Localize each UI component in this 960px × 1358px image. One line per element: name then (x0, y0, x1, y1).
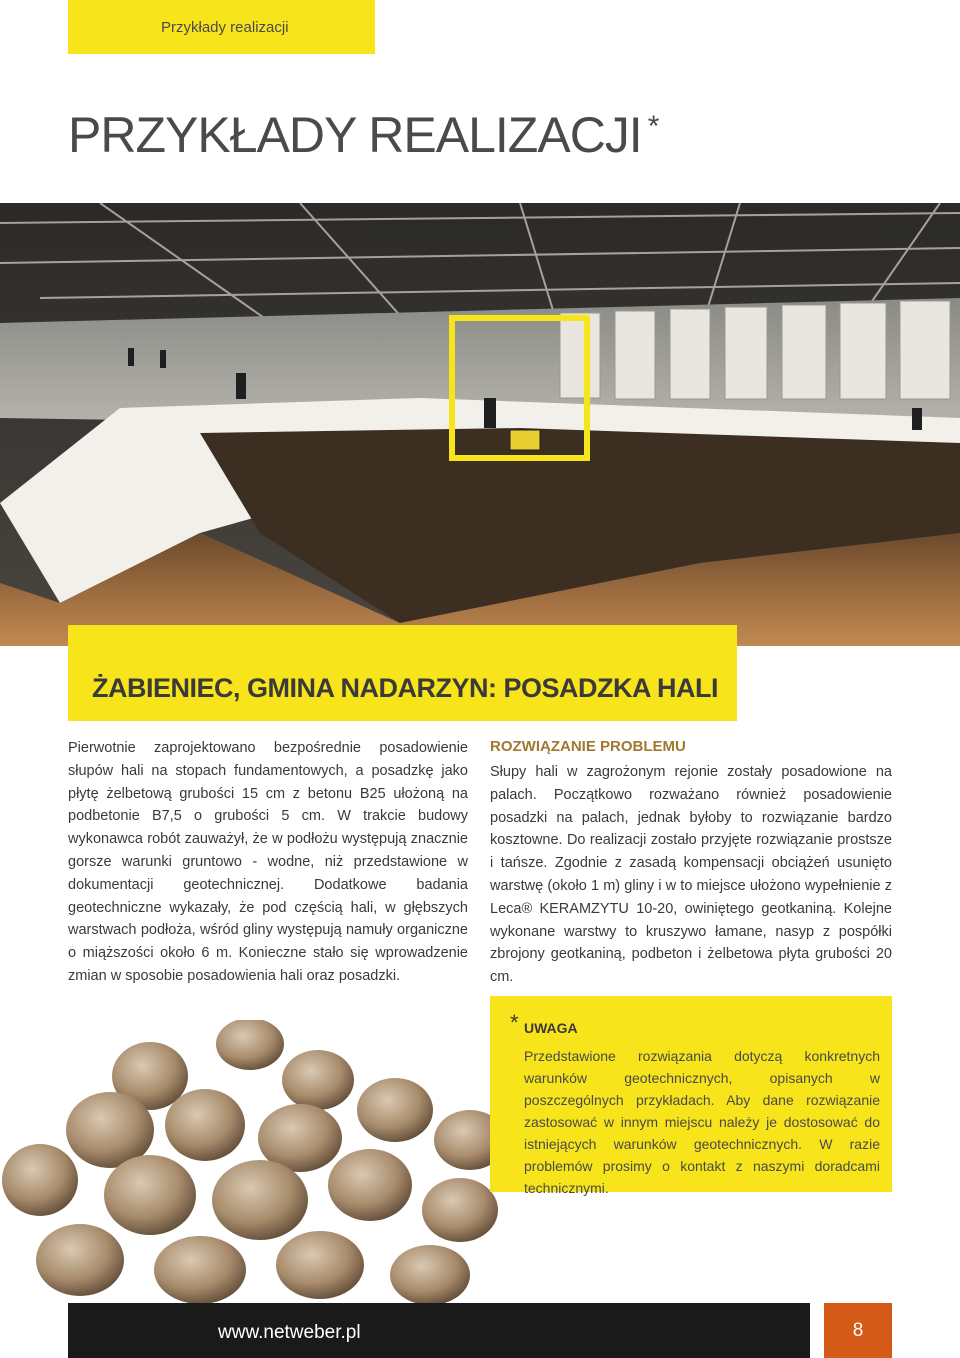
note-text: Przedstawione rozwiązania dotyczą konkretnych warunków geotechnicznych, opisanych w poszczególnych przykładach. Aby dane rozwiązanie zastosować w innym miejscu należy je dostosować do istniejących warunków geotechnicznych. W razie problemów prosimy o kontakt z naszymi doradcami technicznymi. (524, 1048, 880, 1196)
problem-description (68, 737, 468, 988)
page-title-text: PRZYKŁADY REALIZACJI (68, 107, 642, 163)
case-title-band (68, 625, 737, 721)
page-title (68, 106, 658, 164)
hero-photo (0, 203, 960, 646)
note-box (490, 996, 892, 1196)
solution-heading: ROZWIĄZANIE PROBLEMU (490, 738, 686, 755)
problem-text: Pierwotnie zaprojektowano bezpośrednie posadowienie słupów hali na stopach fundamentowych, a posadzkę jako płytę żelbetową grubości 15 cm z betonu B25 ułożoną na podbetonie B7,5 o grubości 5 cm. W trakcie budowy wykonawca robót zauważył, że w podłożu występują znacznie gorsze warunki gruntowo - wodne, niż przedstawione w dokumentacji geotechnicznej. Dodatkowe badania geotechniczne wykazały, że pod częścią hali, w głębszych warstwach podłoża, wśród gliny występują namuły organiczne o miąższości około 6 m. Konieczne stało się wprowadzenie zmian w sposobie posadowienia hali oraz posadzki. (68, 740, 468, 984)
case-heading: ŻABIENIEC, GMINA NADARZYN: POSADZKA HALI (92, 673, 718, 703)
title-asterisk: * (647, 110, 659, 143)
note-title: UWAGA (524, 1020, 578, 1036)
page-number-box (824, 1303, 892, 1358)
footer-bar (68, 1303, 810, 1358)
pebbles-illustration (0, 1020, 560, 1310)
section-tab (68, 0, 375, 54)
footer-website-link[interactable]: www.netweber.pl (218, 1322, 361, 1343)
warehouse-photo-illustration (0, 203, 960, 646)
keramzyt-pebbles-photo (0, 1020, 560, 1310)
note-asterisk: * (510, 1010, 519, 1035)
solution-text: Słupy hali w zagrożonym rejonie zostały posadowione na palach. Początkowo rozważano również posadowienie posadzki na palach, jednak byłoby to rozwiązanie bardzo kosztowne. Do realizacji zostało przyjęte rozwiązanie prostsze i tańsze. Zgodnie z zasadą kompensacji obciążeń usunięto warstwę (około 1 m) gliny i w to miejsce ułożono wypełnienie z Leca® KERAMZYTU 10-20, owiniętego geotkaniną. Kolejne wykonane warstwy to kruszywo łamane, nasyp z pospółki zbrojony geotkaniną, podbeton i żelbetowa płyta grubości 20 cm. (490, 764, 892, 986)
page-number: 8 (852, 1320, 864, 1341)
section-tab-label: Przykłady realizacji (161, 19, 289, 36)
solution-column (490, 737, 892, 989)
